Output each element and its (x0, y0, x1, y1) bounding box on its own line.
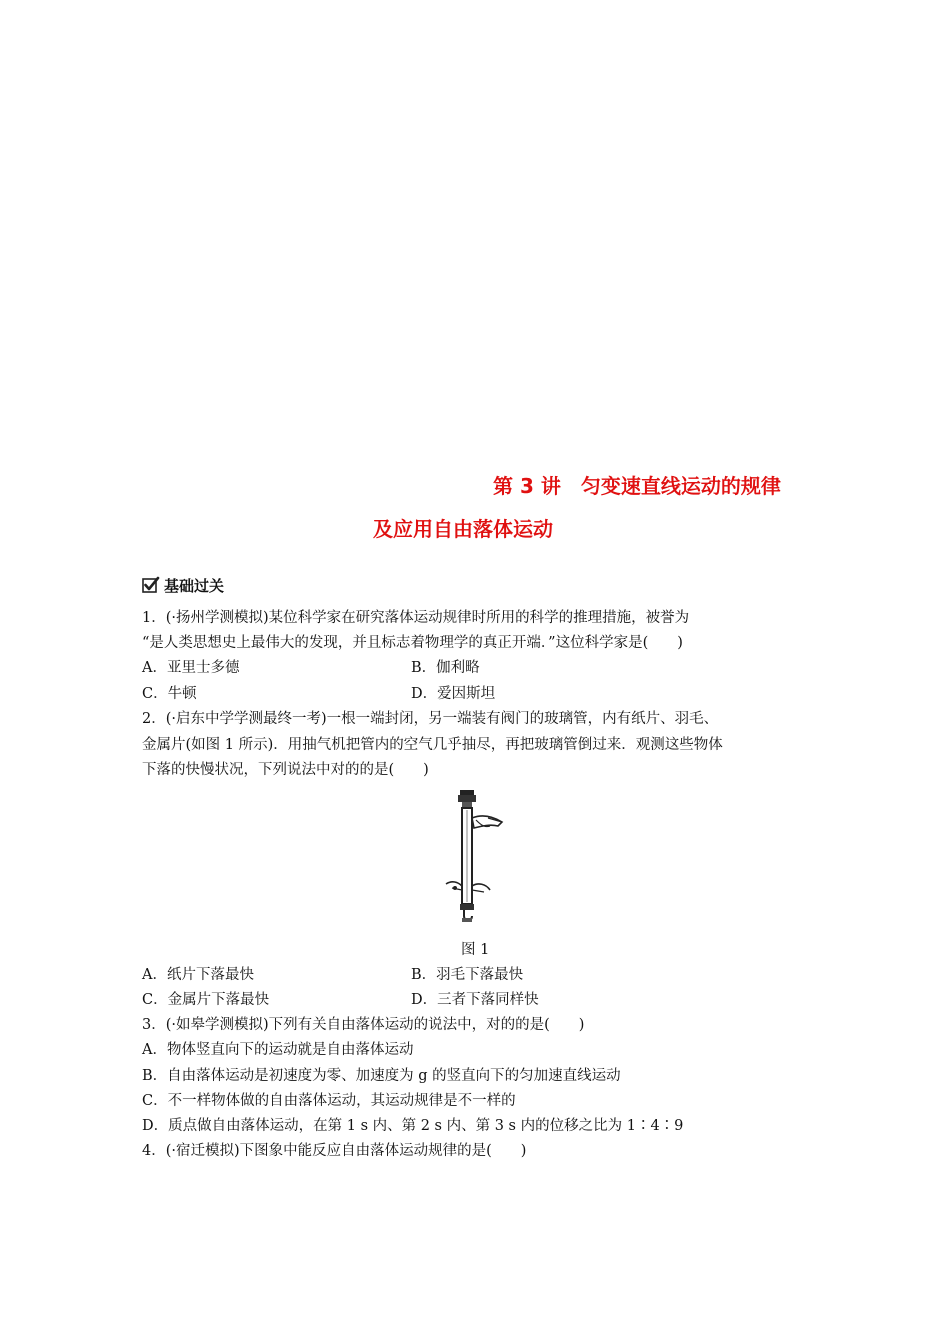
question-4-line-1: 4．(·宿迁模拟)下图象中能反应自由落体运动规律的是( ) (142, 1143, 527, 1159)
question-1-line-1: 1．(·扬州学测模拟)某位科学家在研究落体运动规律时所用的科学的推理措施，被誉为 (142, 610, 690, 626)
question-2-option-c: C．金属片下落最快 (142, 992, 270, 1008)
question-2-line-3: 下落的快慢状况，下列说法中对的的是( ) (142, 762, 429, 778)
page-title-line-2: 及应用自由落体运动 (373, 517, 553, 541)
question-1-line-2: “是人类思想史上最伟大的发现，并且标志着物理学的真正开端．”这位科学家是( ) (142, 635, 683, 651)
question-1-option-c: C．牛顿 (142, 686, 197, 702)
question-2-option-d: D．三者下落同样快 (411, 992, 539, 1008)
question-2-line-1: 2．(·启东中学学测最终一考)一根一端封闭，另一端装有阀门的玻璃管，内有纸片、羽毛、 (142, 711, 719, 727)
section-header (142, 575, 224, 595)
question-3-line-1: 3．(·如皋学测模拟)下列有关自由落体运动的说法中，对的的是( ) (142, 1017, 585, 1033)
checkbox-checked-icon (142, 576, 160, 594)
question-2-option-a: A．纸片下落最快 (142, 967, 254, 983)
page-title-line-1: 第 3 讲 匀变速直线运动的规律 (493, 474, 781, 498)
question-1-option-a: A．亚里士多德 (142, 660, 240, 676)
question-3-option-c: C．不一样物体做的自由落体运动，其运动规律是不一样的 (142, 1093, 516, 1109)
question-2-line-2: 金属片(如图 1 所示)．用抽气机把管内的空气几乎抽尽，再把玻璃管倒过来．观测这些物体 (142, 737, 723, 753)
section-label: 基础过关 (164, 576, 225, 595)
question-2-option-b: B．羽毛下落最快 (411, 967, 524, 983)
question-1-option-d: D．爱因斯坦 (411, 686, 496, 702)
question-3-option-d: D．质点做自由落体运动，在第 1 s 内、第 2 s 内、第 3 s 内的位移之比为 1∶4∶9 (142, 1118, 684, 1134)
question-3-option-a: A．物体竖直向下的运动就是自由落体运动 (142, 1042, 414, 1058)
figure-caption: 图 1 (461, 942, 490, 958)
question-1-option-b: B．伽利略 (411, 660, 480, 676)
glass-tube-apparatus-icon (436, 788, 512, 928)
question-3-option-b: B．自由落体运动是初速度为零、加速度为 g 的竖直向下的匀加速直线运动 (142, 1068, 621, 1084)
